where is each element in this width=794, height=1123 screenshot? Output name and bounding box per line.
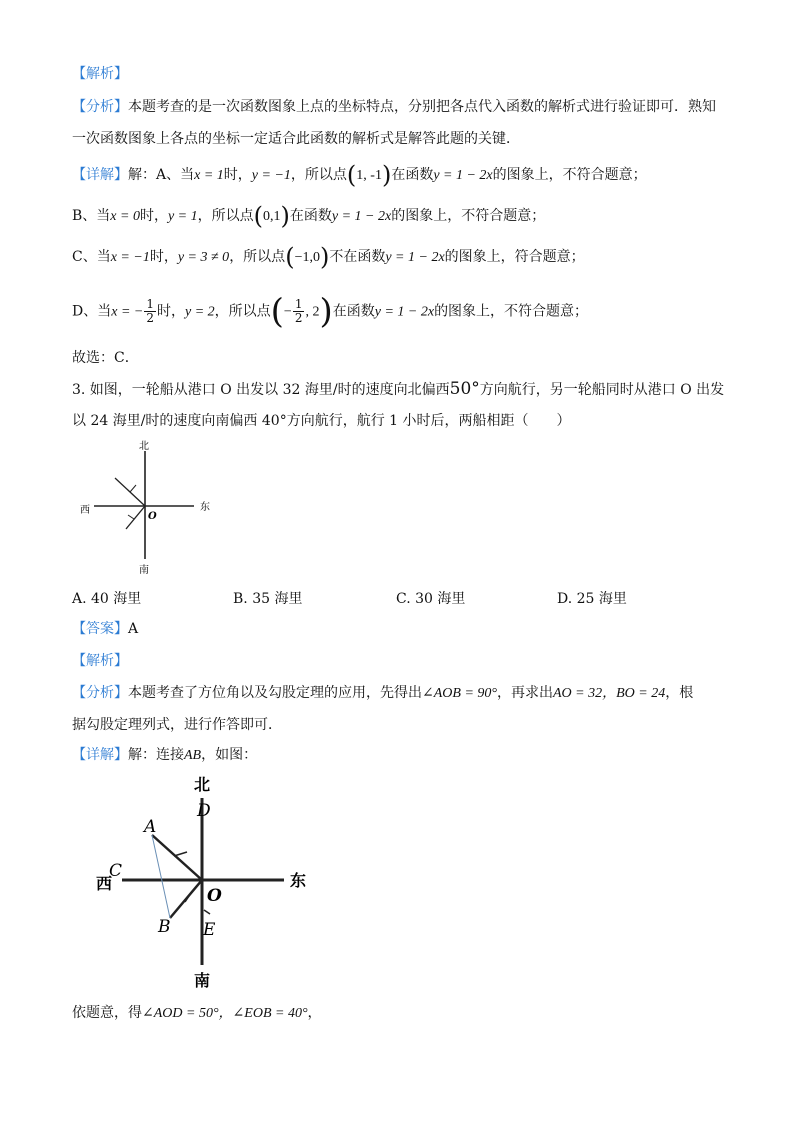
c-function: y = 1 − 2x <box>385 250 445 265</box>
d-frac-den: 2 <box>146 311 154 325</box>
c-zai: 不在函数 <box>329 249 386 265</box>
q3-final-a: 依题意，得 <box>72 1005 142 1021</box>
a-rparen: ) <box>381 161 392 189</box>
analysis-line-2: 一次函数图象上各点的坐标一定适合此函数的解析式是解答此题的关键． <box>72 131 520 147</box>
fig2-tick-1 <box>174 852 187 856</box>
fig1-east: 东 <box>200 502 210 513</box>
d-y: y = 2 <box>184 304 215 320</box>
xiangjie-tag: 【详解】 <box>72 167 128 183</box>
b-condition: x = 0 <box>110 209 140 224</box>
b-shi: 时， <box>139 208 168 224</box>
d-lparen: ( <box>270 291 284 332</box>
b-zai: 在函数 <box>289 208 332 224</box>
fig2-east: 东 <box>290 871 307 890</box>
b-rparen: ) <box>280 202 290 230</box>
option-d: D. 25 海里 <box>557 591 627 607</box>
d-condition: x = − <box>111 304 144 320</box>
fig2-label-e: E <box>203 920 216 940</box>
q3-stem-1: 3. 如图，一轮船从港口 O 出发以 32 海里/时的速度向北偏西 <box>72 382 450 398</box>
b-y: y = 1 <box>167 209 198 224</box>
q3-figure-2 <box>90 770 330 995</box>
q3-fenxi-tag: 【分析】 <box>72 685 128 701</box>
detail-line-d <box>72 291 589 332</box>
b-function: y = 1 − 2x <box>331 209 392 224</box>
q3-xiangjie-tail: ，如图： <box>201 747 258 763</box>
d-frac-num: 1 <box>146 297 154 311</box>
d-shi: 时， <box>156 303 185 320</box>
fig2-origin: O <box>207 886 222 906</box>
q3-xiangjie-tag: 【详解】 <box>72 747 128 763</box>
q3-fenxi-1a: 本题考查了方位角以及勾股定理的应用，先得出 <box>128 685 422 701</box>
d-fraction <box>144 298 156 325</box>
a-zai: 在函数 <box>391 167 434 183</box>
q3-final-c: ， <box>307 1005 322 1021</box>
q3-stem-line-1 <box>72 379 724 400</box>
b-end: 的图象上，不符合题意； <box>391 208 546 224</box>
a-condition: x = 1 <box>194 168 224 183</box>
q3-xiangjie-ab: AB <box>184 748 202 763</box>
a-function: y = 1 − 2x <box>433 168 493 183</box>
detail-line-c <box>72 243 585 271</box>
q3-fenxi-line-2: 据勾股定理列式，进行作答即可． <box>72 717 282 733</box>
analysis-heading: 【解析】 <box>72 66 128 82</box>
q3-figure-1 <box>70 437 220 577</box>
q3-fenxi-1c: ，再求出 <box>497 685 553 701</box>
d-point-frac-num: 1 <box>294 297 303 311</box>
d-end: 的图象上，不符合题意； <box>434 303 589 320</box>
a-y: y = −1 <box>251 168 291 183</box>
c-y: y = 3 ≠ 0 <box>177 250 230 265</box>
choice-line: 故选：C． <box>72 350 139 366</box>
d-rparen: ) <box>319 291 333 332</box>
d-prefix: D、当 <box>72 303 112 320</box>
detail-line-a <box>72 161 647 189</box>
a-end: 的图象上，不符合题意； <box>492 167 647 183</box>
q3-stem-line-2: 以 24 海里/时的速度向南偏西 40°方向航行，航行 1 小时后，两船相距（ ） <box>72 413 571 429</box>
d-zai: 在函数 <box>332 303 375 320</box>
c-condition: x = −1 <box>110 250 150 265</box>
d-point-minus: − <box>283 304 292 320</box>
fig1-tick-1 <box>130 485 136 492</box>
fenxi-tag: 【分析】 <box>72 99 128 115</box>
a-point: 1, -1 <box>356 168 382 183</box>
fig1-west: 西 <box>80 505 90 516</box>
analysis-line-1 <box>72 97 716 117</box>
fig1-tick-2 <box>128 515 134 519</box>
fig2-label-a: A <box>144 817 157 837</box>
d-point-fraction <box>293 298 305 325</box>
fig1-south: 南 <box>139 565 149 576</box>
fig2-south: 南 <box>194 971 211 990</box>
q3-analysis-heading: 【解析】 <box>72 653 128 669</box>
q3-fenxi-1e: ，根 <box>665 685 694 701</box>
answer-value: A <box>128 621 139 637</box>
answer-tag: 【答案】 <box>72 621 128 637</box>
detail-line-b <box>72 202 546 230</box>
fig1-origin: O <box>148 511 157 522</box>
q3-stem-angle: 50° <box>449 379 480 399</box>
a-prefix: 解：A、当 <box>128 167 195 183</box>
a-shi: 时， <box>223 167 252 183</box>
q3-stem-1-tail: 方向航行，另一轮船同时从港口 O 出发 <box>479 382 725 398</box>
c-rparen: ) <box>319 243 330 271</box>
b-mid: ，所以点 <box>197 208 254 224</box>
c-lparen: ( <box>285 243 295 271</box>
c-end: 的图象上，符合题意； <box>444 249 585 265</box>
q3-fenxi-line-1 <box>72 683 693 704</box>
q3-detail-line <box>72 745 257 766</box>
fig2-label-b: B <box>158 917 171 937</box>
fenxi-text-1: 本题考查的是一次函数图象上点的坐标特点，分别把各点代入函数的解析式进行验证即可．熟知 <box>128 99 716 115</box>
a-lparen: ( <box>346 161 357 189</box>
q3-fenxi-lengths: AO = 32，BO = 24 <box>553 686 666 701</box>
fig2-north: 北 <box>194 775 211 794</box>
d-point-frac-den: 2 <box>294 311 303 325</box>
q3-fenxi-angle: ∠AOB = 90° <box>422 686 497 701</box>
fig2-ray-ob <box>170 880 202 918</box>
answer-line <box>72 619 138 639</box>
d-point-tail: , 2 <box>305 304 320 320</box>
q3-final-angles: ∠AOD = 50°，∠EOB = 40° <box>142 1006 308 1021</box>
q3-final-line <box>72 1003 322 1024</box>
option-b: B. 35 海里 <box>233 591 303 607</box>
fig2-ray-oa <box>152 835 202 880</box>
fig2-label-d: D <box>197 801 211 821</box>
fig1-ray-b <box>126 506 145 529</box>
a-mid: ，所以点 <box>290 167 347 183</box>
b-point: 0,1 <box>263 209 281 224</box>
c-prefix: C、当 <box>72 249 111 265</box>
option-c: C. 30 海里 <box>396 591 466 607</box>
fig2-tick-3 <box>204 910 210 914</box>
fig2-label-c: C <box>109 861 123 881</box>
d-mid: ，所以点 <box>214 303 271 320</box>
fig2-west: 西 <box>96 874 113 893</box>
option-a: A. 40 海里 <box>72 591 142 607</box>
fig1-north: 北 <box>139 441 149 452</box>
b-prefix: B、当 <box>72 208 111 224</box>
c-mid: ，所以点 <box>229 249 286 265</box>
d-function: y = 1 − 2x <box>374 304 435 320</box>
b-lparen: ( <box>253 202 264 230</box>
c-shi: 时， <box>149 249 178 265</box>
q3-xiangjie-text: 解：连接 <box>128 747 184 763</box>
c-point: −1,0 <box>294 250 320 265</box>
